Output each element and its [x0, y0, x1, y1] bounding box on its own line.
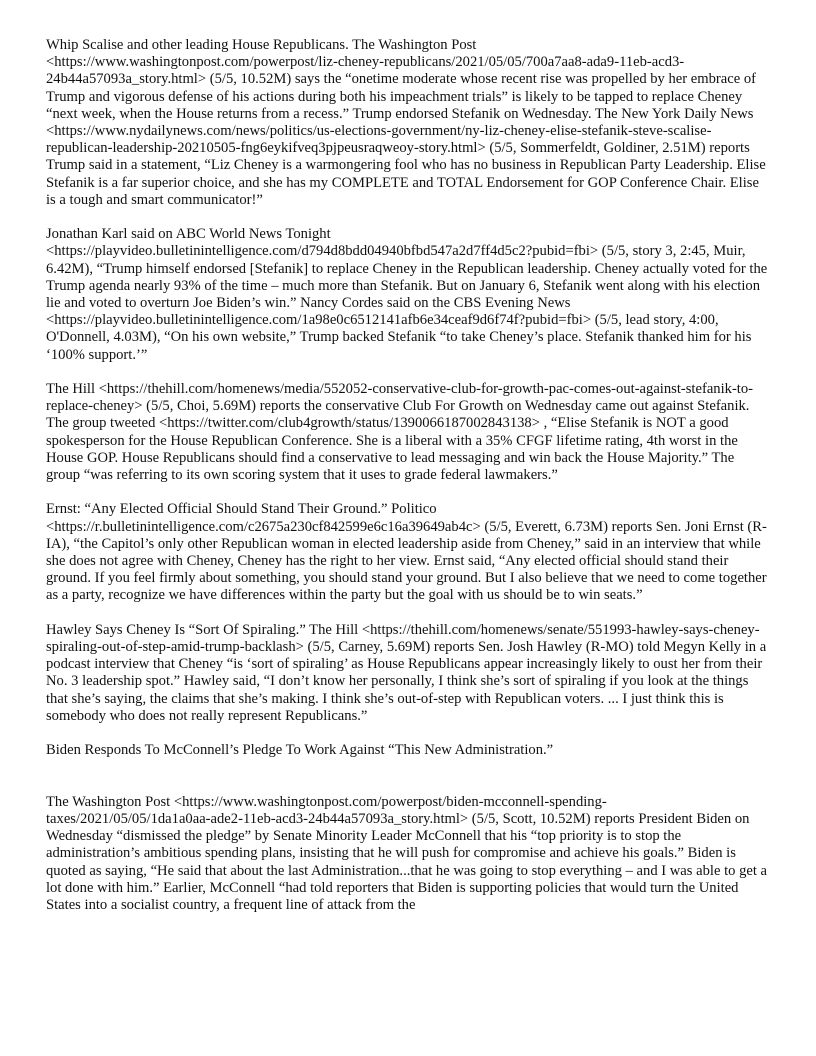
paragraph-club-for-growth: The Hill <https://thehill.com/homenews/media/552052-conservative-club-for-growth-pac-comes-out-against-stefanik-to-replace-cheney> (5/5, Choi, 5.69M) reports the conservative Club For Growth on Wednesday came out against Stefanik. The group tweeted <https://twitter.com/club4growth/status/1390066187002843138> , “Elise Stefanik is NOT a good spokesperson for the House Republican Conference. She is a liberal with a 35% CFGF lifetime rating, 4th worst in the House GOP. House Republicans should find a conservative to lead messaging and win back the House Majority.” The group “was referring to its own scoring system that it uses to grade federal lawmakers.”	[46, 381, 754, 484]
document-page	[46, 37, 770, 931]
section-heading: Biden Responds To McConnell’s Pledge To Work Against “This New Administration.”	[46, 742, 554, 759]
paragraph-biden-mcconnell: The Washington Post <https://www.washingtonpost.com/powerpost/biden-mcconnell-spending-taxes/2021/05/05/1da1a0aa-ade2-11eb-acd3-24b44a57093a_story.html> (5/5, Scott, 10.52M) reports President Biden on Wednesday “dismissed the pledge” by Senate Minority Leader McConnell that his “top priority is to stop the administration’s ambitious spending plans, insisting that he will push for compromise and achieve his goals.” Biden is quoted as saying, “He said that about the last Administration...that he was going to stop everything – and I was able to get a lot done with him.” Earlier, McConnell “had told reporters that Biden is supporting policies that would turn the United States into a socialist country, a frequent line of attack from the	[46, 793, 768, 914]
paragraph-ernst: Ernst: “Any Elected Official Should Stand Their Ground.” Politico <https://r.bulletinintelligence.com/c2675a230cf842599e6c16a39649ab4c> (5/5, Everett, 6.73M) reports Sen. Joni Ernst (R-IA), “the Capitol’s only other Republican woman in elected leadership aside from Cheney,” said in an interview that while she does not agree with Cheney, Cheney has the right to her view. Ernst said, “Any elected official should stand their ground. If you feel firmly about something, you should stand your ground. But I also believe that we need to come together as a party, recognize we have differences within the party but the goal with us should be to win seats.”	[46, 501, 767, 604]
paragraph-abc-cbs-coverage: Jonathan Karl said on ABC World News Tonight <https://playvideo.bulletinintelligence.com/d794d8bdd04940bfbd547a2d7ff4d5c2?pubid=fbi> (5/5, story 3, 2:45, Muir, 6.42M), “Trump himself endorsed [Stefanik] to replace Cheney in the Republican leadership. Cheney actually voted for the Trump agenda nearly 93% of the time – much more than Stefanik. But on January 6, Stefanik went along with his election lie and voted to overturn Joe Biden’s win.” Nancy Cordes said on the CBS Evening News <https://playvideo.bulletinintelligence.com/1a98e0c6512141afb6e34ceaf9d6f74f?pubid=fbi> (5/5, lead story, 4:00, O'Donnell, 4.03M), “On his own website,” Trump backed Stefanik “to take Cheney’s place. Stefanik thanked him for his ‘100% support.’”	[46, 226, 768, 363]
paragraph-cheney-stefanik: Whip Scalise and other leading House Republicans. The Washington Post <https://www.washingtonpost.com/powerpost/liz-cheney-republicans/2021/05/05/700a7aa8-ada9-11eb-acd3-24b44a57093a_story.html> (5/5, 10.52M) says the “onetime moderate whose recent rise was propelled by her embrace of Trump and vigorous defense of his actions during both his impeachment trials” is likely to be tapped to replace Cheney “next week, when the House returns from a recess.” Trump endorsed Stefanik on Wednesday. The New York Daily News <https://www.nydailynews.com/news/politics/us-elections-government/ny-liz-cheney-elise-stefanik-steve-scalise-republican-leadership-20210505-fng6eykifveq3pjpeusraqweoy-story.html> (5/5, Sommerfeldt, Goldiner, 2.51M) reports Trump said in a statement, “Liz Cheney is a warmongering fool who has no business in Republican Party Leadership. Elise Stefanik is a far superior choice, and she has my COMPLETE and TOTAL Endorsement for GOP Conference Chair. Elise is a tough and smart communicator!”	[46, 37, 766, 208]
paragraph-hawley: Hawley Says Cheney Is “Sort Of Spiraling.” The Hill <https://thehill.com/homenews/senate/551993-hawley-says-cheney-spiraling-out-of-step-amid-trump-backlash> (5/5, Carney, 5.69M) reports Sen. Josh Hawley (R-MO) told Megyn Kelly in a podcast interview that Cheney “is ‘sort of spiraling’ as House Republicans appear increasingly likely to oust her from their No. 3 leadership spot.” Hawley said, “I don’t know her personally, I think she’s sort of spiraling if you look at the things that she’s saying, the claims that she’s making. I think she’s out-of-step with Republican voters. ... I just think this is somebody who does not really represent Republicans.”	[46, 621, 767, 724]
